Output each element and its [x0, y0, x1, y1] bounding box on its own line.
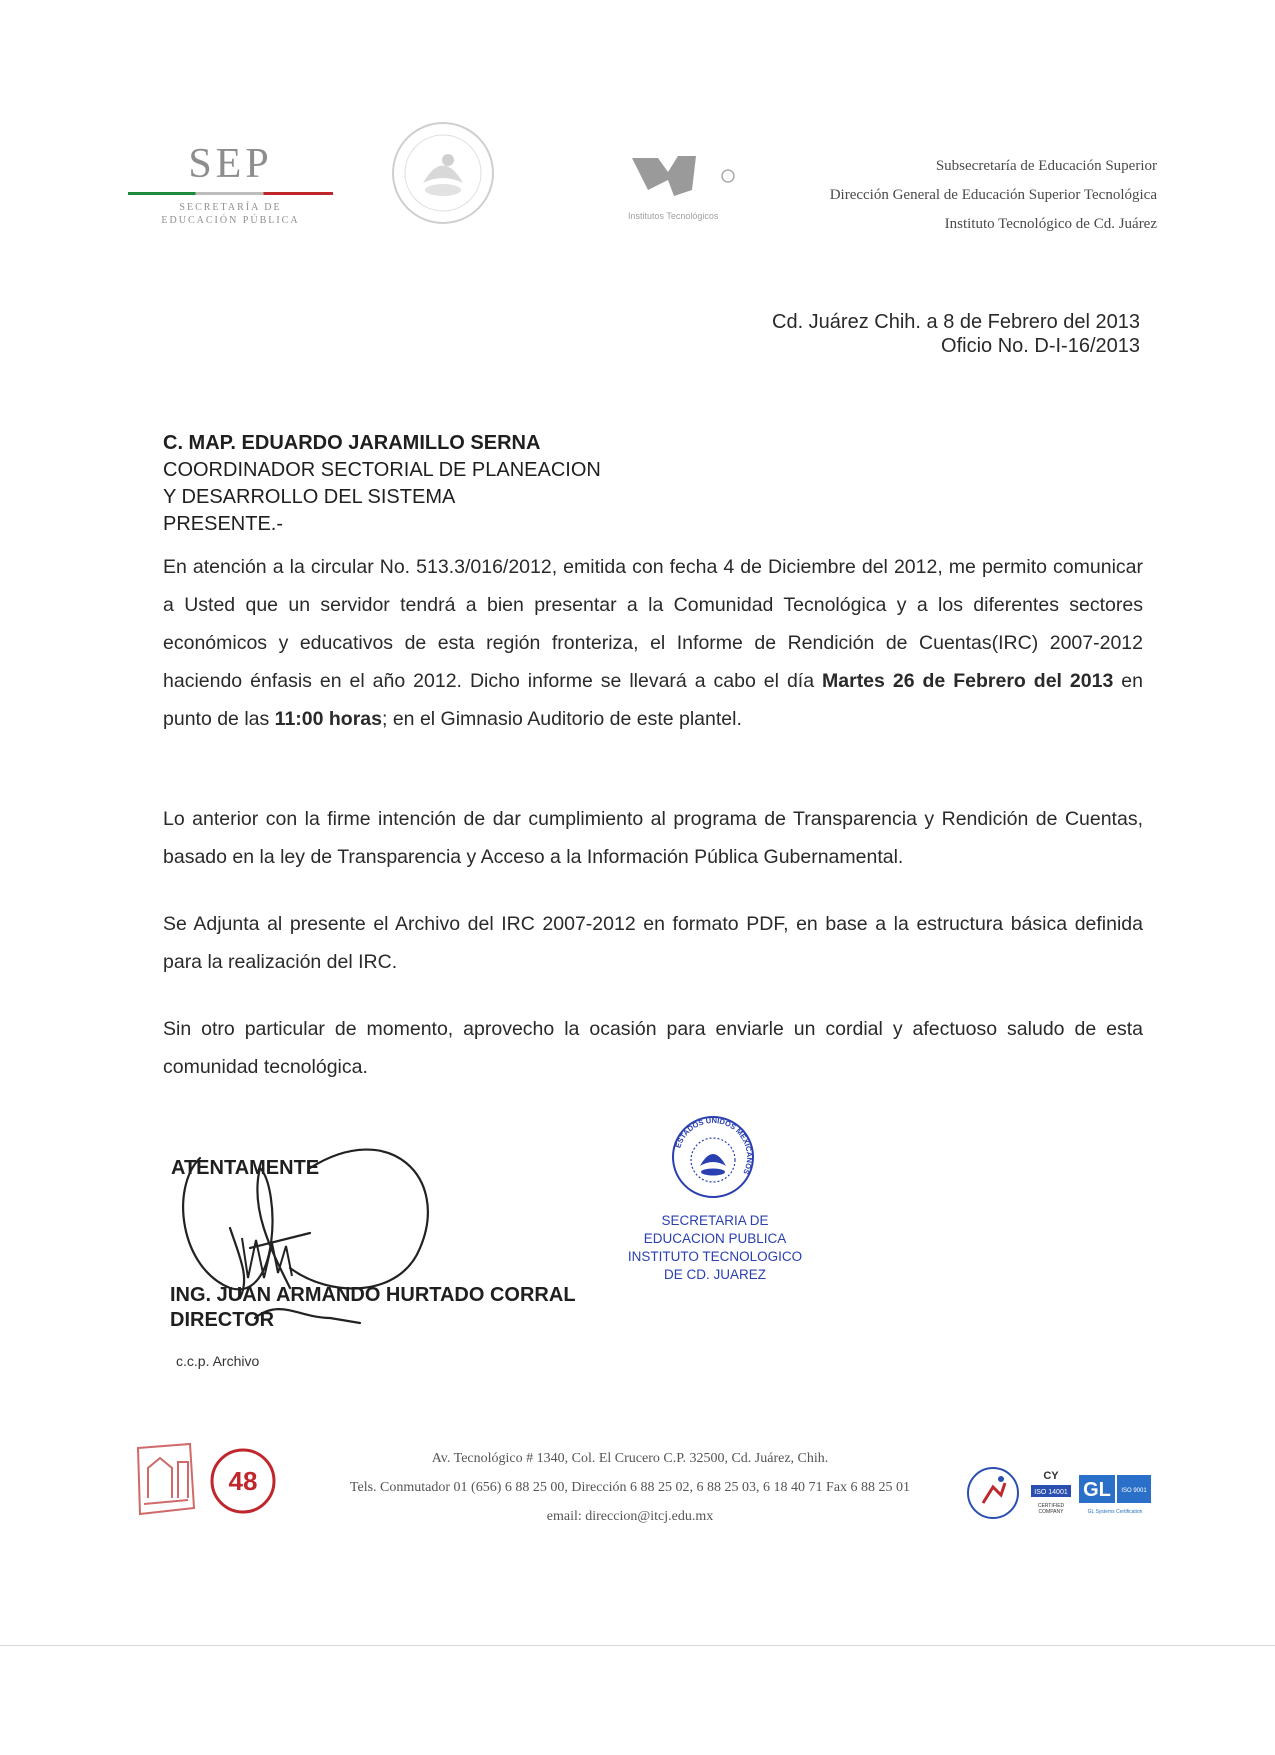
- gl-systems-certification-logo: [1079, 1475, 1151, 1515]
- ccp-archivo: c.c.p. Archivo: [176, 1353, 260, 1369]
- p1-end: ; en el Gimnasio Auditorio de este plantel.: [382, 708, 742, 730]
- institution-header: [830, 152, 1157, 239]
- iso-14001-label: ISO 14001: [1034, 1489, 1068, 1496]
- signer-name: ING. JUAN ARMANDO HURTADO CORRAL: [170, 1284, 576, 1306]
- national-seal-icon: [388, 118, 498, 233]
- svg-text:GL Systems Certification: GL Systems Certification: [1087, 1509, 1143, 1515]
- anniversary-number: 48: [228, 1466, 258, 1496]
- addressee-name: C. MAP. EDUARDO JARAMILLO SERNA: [163, 432, 541, 454]
- body-paragraph-2: Lo anterior con la firme intención de dar cumplimiento al programa de Transparencia y Rendición de Cuentas, basado en la ley de Transparencia y Acceso a la Información Pública Gubernamental.: [163, 808, 1143, 868]
- quality-runner-icon: [968, 1468, 1018, 1518]
- header-line-1: Subsecretaría de Educación Superior: [935, 158, 1157, 174]
- stamp-line-2: EDUCACION PUBLICA: [643, 1231, 787, 1246]
- header-line-3: Instituto Tecnológico de Cd. Juárez: [944, 216, 1157, 232]
- sep-institutos-label: Institutos Tecnológicos: [628, 211, 719, 221]
- event-time: 11:00 horas: [274, 708, 382, 730]
- addressee-title-line-1: COORDINADOR SECTORIAL DE PLANEACION: [163, 459, 601, 481]
- oficio-number: Oficio No. D-I-16/2013: [941, 335, 1140, 357]
- footer-email: email: direccion@itcj.edu.mx: [546, 1509, 714, 1524]
- body-paragraph-1: [163, 548, 1143, 738]
- p1-mid: en punto de las: [163, 670, 1143, 730]
- signer-title: DIRECTOR: [170, 1309, 275, 1331]
- header-line-2: Dirección General de Educación Superior Tecnológica: [829, 187, 1157, 203]
- stamp-line-3: INSTITUTO TECNOLOGICO: [627, 1249, 803, 1264]
- body-paragraph-3: Se Adjunta al presente el Archivo del IRC 2007-2012 en formato PDF, en base a la estructura básica definida para la realización del IRC.: [163, 913, 1143, 973]
- gl-logo-text: GL: [1083, 1479, 1111, 1501]
- sep-logo: [128, 140, 333, 227]
- addressee-block: [163, 430, 601, 538]
- event-date: Martes 26 de Febrero del 2013: [822, 670, 1114, 692]
- iso-9001-label: ISO 9001: [1121, 1488, 1147, 1494]
- sep-logo-text: SEP: [188, 141, 273, 187]
- stamp-line-4: DE CD. JUAREZ: [663, 1267, 766, 1282]
- sep-institutos-logo: [628, 150, 738, 221]
- svg-text:CY: CY: [1043, 1470, 1059, 1482]
- itcj-building-logo: [130, 1438, 200, 1525]
- svg-text:COMPANY: COMPANY: [1038, 1509, 1064, 1515]
- sep-logo-bar: [128, 192, 333, 195]
- footer-contact: [280, 1444, 980, 1531]
- iso-14001-badge: [1031, 1470, 1071, 1515]
- stamp-ring-text: ESTADOS UNIDOS MEXICANOS: [673, 1115, 755, 1176]
- addressee-presente: PRESENTE.-: [163, 513, 284, 535]
- official-stamp-seal-icon: [670, 1114, 756, 1205]
- official-stamp-text: [615, 1212, 815, 1284]
- anniversary-48-logo: [208, 1446, 278, 1521]
- stamp-line-1: SECRETARIA DE: [661, 1213, 769, 1228]
- footer-phones: Tels. Conmutador 01 (656) 6 88 25 00, Dirección 6 88 25 02, 6 88 25 03, 6 18 40 71 Fax 6 88 25 01: [349, 1480, 911, 1495]
- bottom-divider: [0, 1645, 1275, 1646]
- footer-address: Av. Tecnológico # 1340, Col. El Crucero C.P. 32500, Cd. Juárez, Chih.: [431, 1451, 829, 1466]
- date-block: [772, 310, 1140, 358]
- p1-text: En atención a la circular No. 513.3/016/2012, emitida con fecha 4 de Diciembre del 2012, me permito comunicar a Usted que un servidor tendrá a bien presentar a la Comunidad Tecnológica y a los diferentes sectores económicos y educativos de esta región fronteriza, el Informe de Rendición de Cuentas(IRC) 2007-2012 haciendo énfasis en el año 2012. Dicho informe se llevará a cabo el día: [163, 556, 1143, 692]
- sep-logo-line2: EDUCACIÓN PÚBLICA: [161, 215, 300, 226]
- closing-atentamente: ATENTAMENTE: [171, 1157, 320, 1179]
- date-line: Cd. Juárez Chih. a 8 de Febrero del 2013: [772, 311, 1140, 333]
- svg-text:ESTADOS UNIDOS MEXICANOS: [673, 1116, 754, 1176]
- signer-block: [170, 1283, 576, 1333]
- svg-text:CERTIFIED: CERTIFIED: [1037, 1503, 1065, 1509]
- body-paragraph-4: Sin otro particular de momento, aprovecho la ocasión para enviarle un cordial y afectuoso saludo de esta comunidad tecnológica.: [163, 1018, 1143, 1078]
- addressee-title-line-2: Y DESARROLLO DEL SISTEMA: [163, 486, 456, 508]
- certification-logos: [965, 1465, 1170, 1530]
- sep-logo-line1: SECRETARÍA DE: [179, 202, 282, 213]
